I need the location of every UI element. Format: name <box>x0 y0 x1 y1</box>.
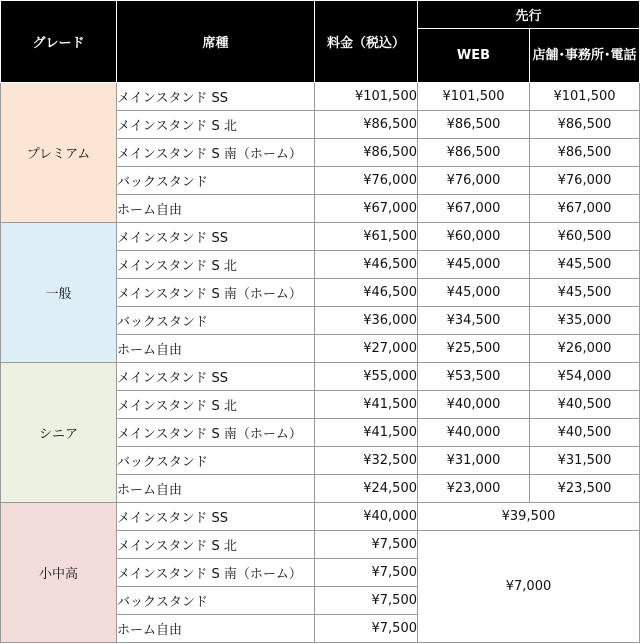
grade-cell-general: 一般 <box>1 223 117 363</box>
seat-cell: メインスタンド SS <box>117 503 315 531</box>
store-price-cell: ¥67,000 <box>530 195 640 223</box>
seat-cell: ホーム自由 <box>117 475 315 503</box>
price-cell: ¥7,500 <box>315 531 418 559</box>
price-cell: ¥61,500 <box>315 223 418 251</box>
price-cell: ¥40,000 <box>315 503 418 531</box>
seat-cell: メインスタンド S 南（ホーム） <box>117 279 315 307</box>
store-price-cell: ¥23,500 <box>530 475 640 503</box>
grade-cell-senior: シニア <box>1 363 117 503</box>
group-premium <box>1 83 640 223</box>
price-cell: ¥41,500 <box>315 391 418 419</box>
header-store-label: 店舗･事務所･電話 <box>532 47 637 63</box>
table-row <box>1 503 640 531</box>
seat-cell: メインスタンド S 南（ホーム） <box>117 559 315 587</box>
seat-cell: ホーム自由 <box>117 615 315 643</box>
group-senior <box>1 363 640 503</box>
store-price-cell: ¥26,000 <box>530 335 640 363</box>
seat-cell: メインスタンド SS <box>117 223 315 251</box>
seat-cell: ホーム自由 <box>117 335 315 363</box>
store-price-cell: ¥35,000 <box>530 307 640 335</box>
price-cell: ¥55,000 <box>315 363 418 391</box>
web-price-cell: ¥40,000 <box>418 419 530 447</box>
store-price-cell: ¥76,000 <box>530 167 640 195</box>
store-price-cell: ¥54,000 <box>530 363 640 391</box>
price-cell: ¥36,000 <box>315 307 418 335</box>
header-price: 料金（税込） <box>315 1 418 83</box>
table-row <box>1 223 640 251</box>
header-seat: 席種 <box>117 1 315 83</box>
store-price-cell: ¥45,500 <box>530 279 640 307</box>
web-price-cell: ¥53,500 <box>418 363 530 391</box>
seat-cell: メインスタンド S 北 <box>117 391 315 419</box>
store-price-cell: ¥31,500 <box>530 447 640 475</box>
web-price-cell: ¥31,000 <box>418 447 530 475</box>
web-price-cell: ¥67,000 <box>418 195 530 223</box>
store-price-cell: ¥40,500 <box>530 419 640 447</box>
web-price-cell: ¥45,000 <box>418 279 530 307</box>
seat-cell: バックスタンド <box>117 587 315 615</box>
store-price-cell: ¥45,500 <box>530 251 640 279</box>
price-cell: ¥76,000 <box>315 167 418 195</box>
store-price-cell: ¥60,500 <box>530 223 640 251</box>
seat-cell: バックスタンド <box>117 167 315 195</box>
grade-cell-premium: プレミアム <box>1 83 117 223</box>
seat-cell: メインスタンド S 南（ホーム） <box>117 419 315 447</box>
header-advance: 先行 <box>418 1 640 29</box>
web-price-cell: ¥86,500 <box>418 139 530 167</box>
store-price-cell: ¥86,500 <box>530 139 640 167</box>
seat-cell: メインスタンド S 北 <box>117 531 315 559</box>
web-price-cell: ¥23,000 <box>418 475 530 503</box>
table-row <box>1 83 640 111</box>
web-price-cell: ¥86,500 <box>418 111 530 139</box>
price-cell: ¥86,500 <box>315 139 418 167</box>
seat-cell: メインスタンド S 北 <box>117 251 315 279</box>
seat-cell: メインスタンド SS <box>117 363 315 391</box>
header-web: WEB <box>418 29 530 83</box>
advance-price-merged-cell: ¥7,000 <box>418 531 640 643</box>
web-price-cell: ¥45,000 <box>418 251 530 279</box>
group-youth <box>1 503 640 643</box>
price-cell: ¥67,000 <box>315 195 418 223</box>
store-price-cell: ¥86,500 <box>530 111 640 139</box>
seat-cell: メインスタンド S 南（ホーム） <box>117 139 315 167</box>
price-cell: ¥27,000 <box>315 335 418 363</box>
store-price-cell: ¥101,500 <box>530 83 640 111</box>
web-price-cell: ¥101,500 <box>418 83 530 111</box>
web-price-cell: ¥25,500 <box>418 335 530 363</box>
price-cell: ¥41,500 <box>315 419 418 447</box>
price-cell: ¥46,500 <box>315 279 418 307</box>
price-cell: ¥86,500 <box>315 111 418 139</box>
header-store <box>530 29 640 83</box>
seat-cell: バックスタンド <box>117 447 315 475</box>
price-cell: ¥7,500 <box>315 615 418 643</box>
price-cell: ¥101,500 <box>315 83 418 111</box>
grade-cell-youth: 小中高 <box>1 503 117 643</box>
price-cell: ¥46,500 <box>315 251 418 279</box>
seat-cell: バックスタンド <box>117 307 315 335</box>
table-row <box>1 363 640 391</box>
header-grade: グレード <box>1 1 117 83</box>
price-cell: ¥7,500 <box>315 559 418 587</box>
seat-cell: ホーム自由 <box>117 195 315 223</box>
price-cell: ¥7,500 <box>315 587 418 615</box>
seat-cell: メインスタンド S 北 <box>117 111 315 139</box>
price-cell: ¥32,500 <box>315 447 418 475</box>
seat-cell: メインスタンド SS <box>117 83 315 111</box>
web-price-cell: ¥76,000 <box>418 167 530 195</box>
web-price-cell: ¥34,500 <box>418 307 530 335</box>
web-price-cell: ¥60,000 <box>418 223 530 251</box>
web-price-cell: ¥40,000 <box>418 391 530 419</box>
table-header <box>1 1 640 83</box>
group-general <box>1 223 640 363</box>
advance-price-merged-cell: ¥39,500 <box>418 503 640 531</box>
store-price-cell: ¥40,500 <box>530 391 640 419</box>
price-cell: ¥24,500 <box>315 475 418 503</box>
